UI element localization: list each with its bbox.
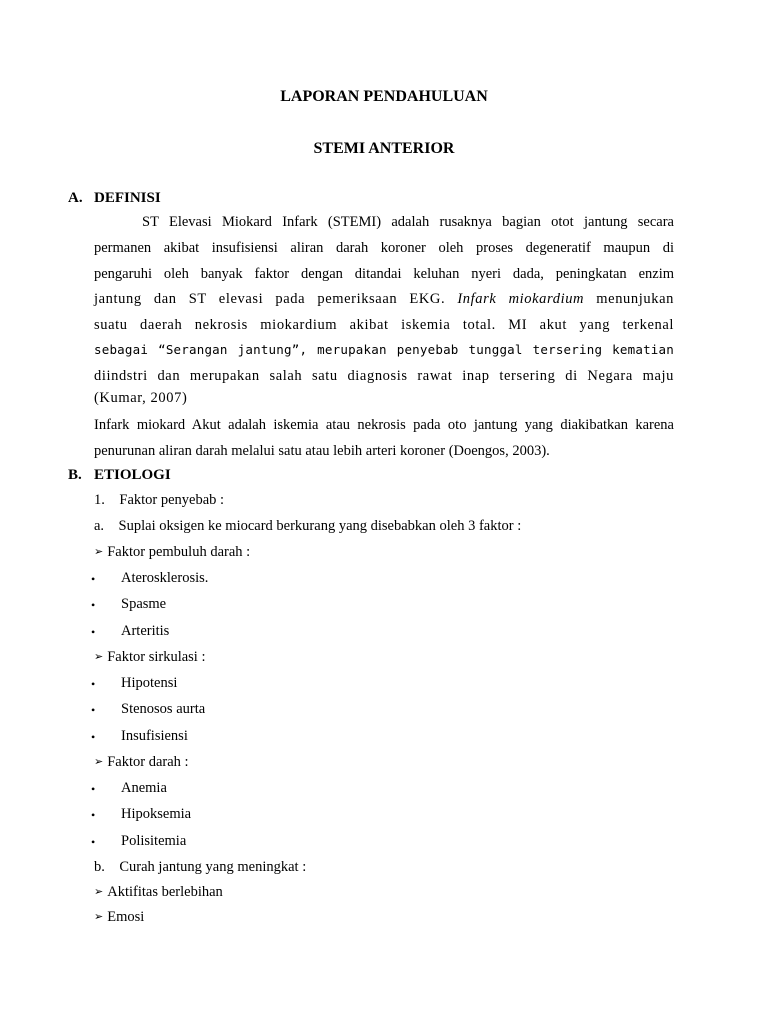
definition-line-4-text: jantung dan ST elevasi pada pemeriksaan EKG. [94, 291, 446, 307]
bullet-icon: • [91, 625, 96, 639]
definition-line-2: permanen akibat insufisiensi aliran darah koroner oleh proses degeneratif maupun di [94, 240, 674, 256]
section-a-number: A. [68, 190, 83, 206]
etiology-item-b: b. Curah jantung yang meningkat : [94, 859, 307, 875]
bullet-icon: • [91, 730, 96, 744]
definition-line-6: sebagai “Serangan jantung”, merupakan penyebab tunggal tersering kematian [94, 342, 674, 357]
section-a-heading [68, 190, 161, 207]
group-circulation-label: ➢ Faktor sirkulasi : [94, 649, 206, 665]
group-cardiac-item-2: ➢ Emosi [94, 909, 145, 925]
definition-line-1: ST Elevasi Miokard Infark (STEMI) adalah rusaknya bagian otot jantung secara [142, 214, 674, 230]
bullet-icon: • [91, 572, 96, 586]
definition-citation: (Kumar, 2007) [94, 390, 188, 406]
definition-italic-term: Infark miokardium [457, 291, 585, 307]
group-vessel-label: ➢ Faktor pembuluh darah : [94, 544, 251, 560]
definition-line-4 [94, 291, 674, 308]
definition-line-5: suatu daerah nekrosis miokardium akibat iskemia total. MI akut yang terkenal [94, 317, 674, 333]
definition-line-7: diindstri dan merupakan salah satu diagnosis rawat inap tersering di Negara maju [94, 368, 674, 384]
arrow-icon: ➢ [94, 911, 104, 923]
arrow-icon: ➢ [94, 546, 104, 558]
bullet-icon: • [91, 782, 96, 796]
list-item: Hipotensi [121, 675, 178, 691]
bullet-icon: • [91, 598, 96, 612]
group-blood-label: ➢ Faktor darah : [94, 754, 189, 770]
document-subtitle: STEMI ANTERIOR [313, 140, 455, 157]
list-item: Insufisiensi [121, 728, 188, 744]
definition2-line-1: Infark miokard Akut adalah iskemia atau nekrosis pada oto jantung yang diakibatkan karena [94, 417, 674, 433]
definition-line-3: pengaruhi oleh banyak faktor dengan ditandai keluhan nyeri dada, peningkatan enzim [94, 266, 674, 282]
arrow-icon: ➢ [94, 651, 104, 663]
definition-line-4-end: menunjukan [596, 291, 674, 307]
bullet-icon: • [91, 677, 96, 691]
document-title: LAPORAN PENDAHULUAN [280, 88, 488, 105]
section-b-number: B. [68, 467, 82, 483]
list-item: Arteritis [121, 623, 170, 639]
etiology-item-1: 1. Faktor penyebab : [94, 492, 225, 508]
list-item: Polisitemia [121, 833, 187, 849]
arrow-icon: ➢ [94, 756, 104, 768]
etiology-item-a: a. Suplai oksigen ke miocard berkurang yang disebabkan oleh 3 faktor : [94, 518, 522, 534]
bullet-icon: • [91, 835, 96, 849]
list-item: Anemia [121, 780, 167, 796]
list-item: Spasme [121, 596, 167, 612]
list-item: Aterosklerosis. [121, 570, 209, 586]
definition2-line-2: penurunan aliran darah melalui satu atau lebih arteri koroner (Doengos, 2003). [94, 443, 550, 459]
section-b-heading [68, 467, 171, 484]
list-item: Hipoksemia [121, 806, 192, 822]
bullet-icon: • [91, 703, 96, 717]
bullet-icon: • [91, 808, 96, 822]
group-cardiac-item-1: ➢ Aktifitas berlebihan [94, 884, 223, 900]
section-a-title: DEFINISI [94, 190, 161, 206]
list-item: Stenosos aurta [121, 701, 206, 717]
arrow-icon: ➢ [94, 886, 104, 898]
section-b-title: ETIOLOGI [94, 467, 171, 483]
